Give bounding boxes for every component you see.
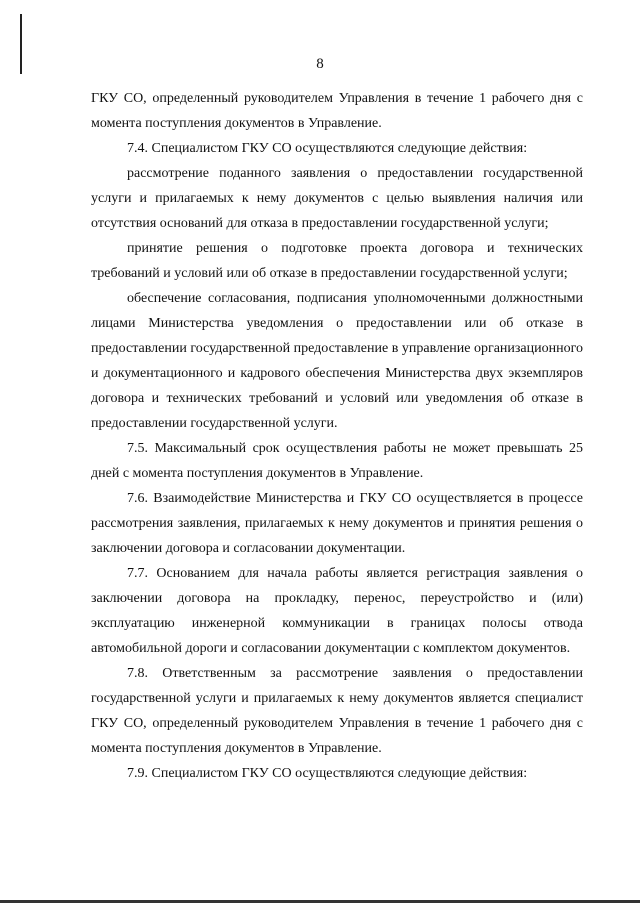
paragraph-7-9: 7.9. Специалистом ГКУ СО осуществляются следующие действия: [127,766,528,781]
paragraph-7-5: 7.5. Максимальный срок осуществления работы не может превышать 25 дней с момента поступления документов в Управление. [91,441,583,481]
document-body [91,86,583,786]
paragraph-decision: принятие решения о подготовке проекта договора и технических требований и условий или об отказе в предоставлении государственной услуги; [91,241,583,281]
page-number: 8 [316,56,324,72]
scan-bottom-edge [0,900,640,903]
paragraph-7-4: 7.4. Специалистом ГКУ СО осуществляются следующие действия: [127,141,528,156]
paragraph-7-7: 7.7. Основанием для начала работы является регистрация заявления о заключении договора на прокладку, перенос, переустройство и (или) эксплуатацию инженерной коммуникации в границах полосы отвода автомобильной дороги и согласовании документации с комплектом документов. [91,566,583,656]
paragraph-approval: обеспечение согласования, подписания уполномоченными должностными лицами Министерства уведомления о предоставлении или об отказе в предоставлении государственной предоставление в управление организационного и документационного и кадрового обеспечения Министерства двух экземпляров договора и технических требований и условий или уведомления об отказе в предоставлении государственной услуги. [91,291,583,431]
paragraph-7-6: 7.6. Взаимодействие Министерства и ГКУ СО осуществляется в процессе рассмотрения заявления, прилагаемых к нему документов и принятия решения о заключении договора и согласовании документации. [91,491,583,556]
paragraph-continuation: ГКУ СО, определенный руководителем Управления в течение 1 рабочего дня с момента поступления документов в Управление. [91,91,583,131]
paragraph-review-application: рассмотрение поданного заявления о предоставлении государственной услуги и прилагаемых к нему документов с целью выявления наличия или отсутствия оснований для отказа в предоставлении государственной услуги; [91,166,583,231]
paragraph-7-8: 7.8. Ответственным за рассмотрение заявления о предоставлении государственной услуги и прилагаемых к нему документов является специалист ГКУ СО, определенный руководителем Управления в течение 1 рабочего дня с момента поступления документов в Управление. [91,666,583,756]
